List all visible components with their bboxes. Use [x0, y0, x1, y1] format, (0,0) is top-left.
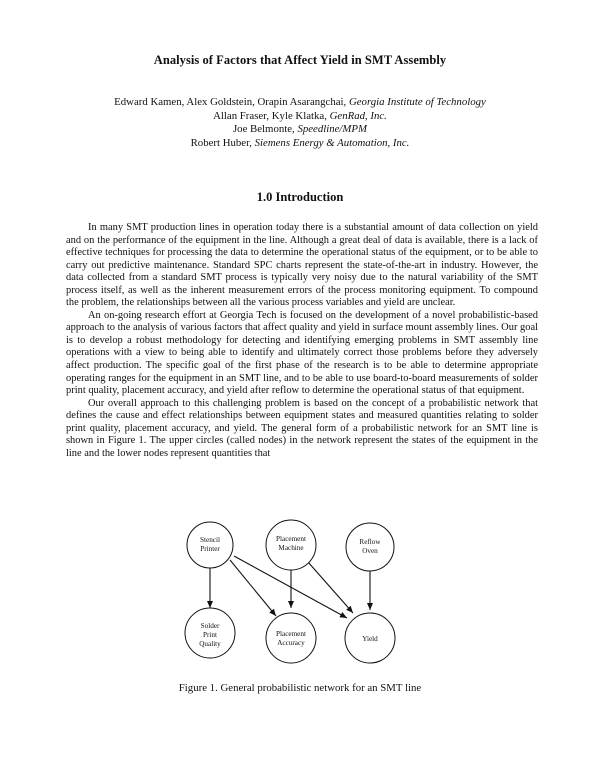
author-affiliation: GenRad, Inc. — [329, 109, 387, 122]
node-label: Printer — [200, 545, 220, 553]
node-label: Oven — [362, 547, 378, 555]
node-label: Machine — [278, 544, 304, 552]
author-block — [0, 96, 600, 150]
author-names: Allan Fraser, Kyle Klatka, — [213, 109, 330, 122]
node-label: Placement — [276, 535, 306, 543]
paper-title: Analysis of Factors that Affect Yield in SMT Assembly — [153, 53, 447, 67]
node-label: Reflow — [359, 538, 381, 546]
author-names: Robert Huber, — [190, 136, 255, 149]
node-placement-accuracy — [266, 613, 316, 663]
author-affiliation: Georgia Institute of Technology — [348, 96, 486, 108]
author-affiliation: Speedline/MPM — [297, 123, 368, 136]
author-line — [0, 96, 600, 110]
author-names: Joe Belmonte, — [232, 123, 298, 136]
section-heading: 1.0 Introduction — [256, 190, 344, 204]
author-line — [0, 137, 600, 151]
paragraph: In many SMT production lines in operation today there is a substantial amount of data collection on yield and on the performance of the equipment in the line. Although a great deal of data is available, there is a lack of effective techniques for processing the data to determine the operational status of the equipment, or to be able to carry out predictive maintenance. Standard SPC charts represent the state-of-the-art in industry. However, the data collected from a standard SMT process is typically very noisy due to the natural variability of the SMT process itself, as well as the inherent measurement errors of the process monitoring equipment. To compound the problem, the relationships between all the various process variables and yield are unclear. — [66, 222, 538, 309]
author-names: Edward Kamen, Alex Goldstein, Orapin Asarangchai, — [114, 96, 349, 108]
node-label: Quality — [199, 640, 221, 648]
edge-machine-yield — [308, 562, 353, 613]
paragraph: Our overall approach to this challenging problem is based on the concept of a probabilistic network that defines the cause and effect relationships between equipment states and measured quantities relating to solder print quality, placement accuracy, and yield. The general form of a probabilistic network for an SMT line is shown in Figure 1. The upper circles (called nodes) in the network represent the states of the equipment in the line and the lower nodes represent quantities that — [66, 397, 538, 459]
author-line — [0, 110, 600, 124]
figure-network-diagram — [170, 512, 430, 670]
paragraph: An on-going research effort at Georgia Tech is focused on the development of a novel probabilistic-based approach to the analysis of various factors that affect quality and yield in surface mount assembly lines. Our goal is to develop a robust methodology for detecting and identifying emerging problems in SMT assembly line operations with a view to being able to identify and ultimately correct those problems before they adversely affect production. The specific goal of the first phase of the research is to be able to determine appropriate operating ranges for the equipment in an SMT line, and to be able to use board-to-board measurements of solder print quality, placement accuracy, and yield after reflow to determine the operational status of that equipment. — [66, 309, 538, 397]
figure-caption: Figure 1. General probabilistic network for an SMT line — [178, 682, 422, 694]
node-label: Stencil — [200, 536, 220, 544]
body-text — [66, 222, 538, 460]
author-line — [0, 123, 600, 137]
edge-stencil-placement-accuracy — [230, 560, 276, 616]
network-svg — [170, 512, 430, 670]
node-label: Placement — [276, 630, 306, 638]
author-affiliation: Siemens Energy & Automation, Inc. — [254, 136, 410, 149]
node-label: Print — [203, 631, 217, 639]
node-label: Yield — [362, 635, 378, 643]
node-label: Accuracy — [277, 639, 305, 647]
node-label: Solder — [200, 622, 220, 630]
